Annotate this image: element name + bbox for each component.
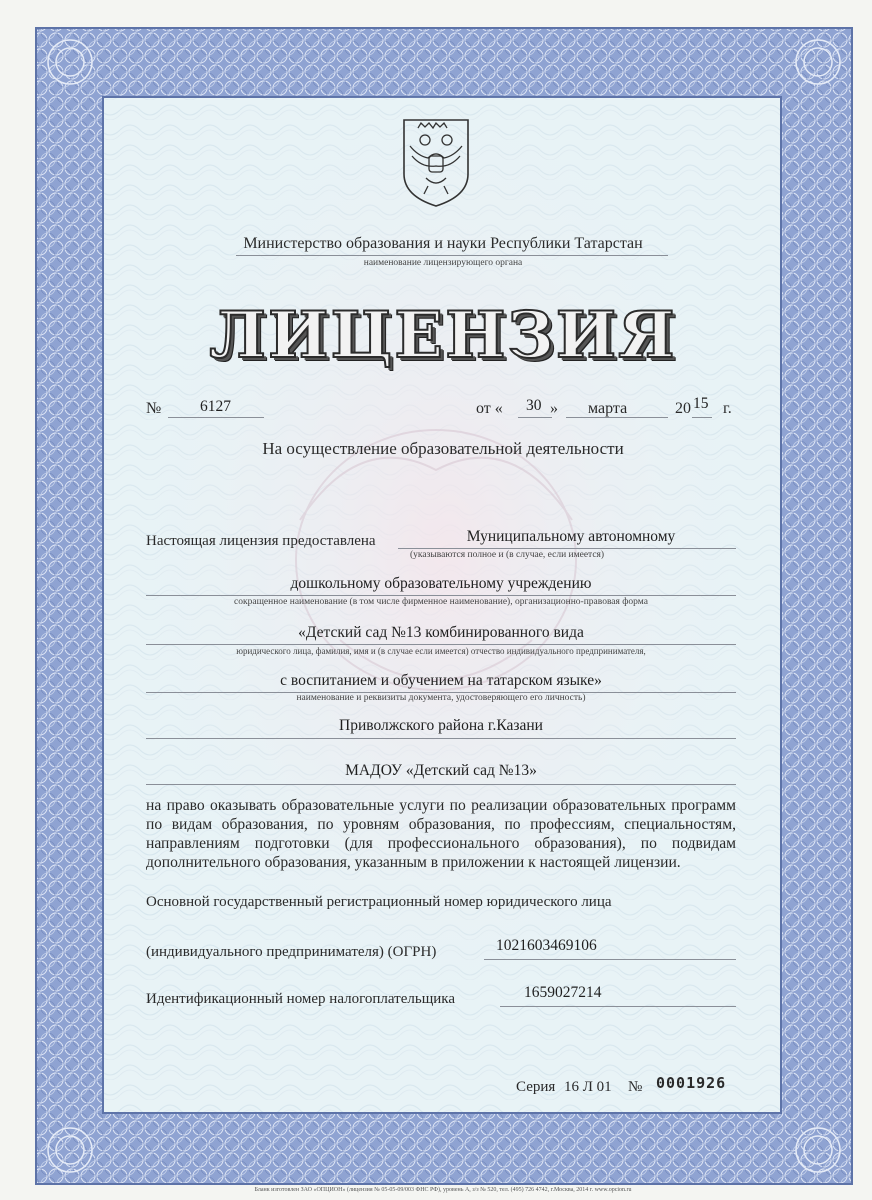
ogrn-value: 1021603469106 bbox=[496, 937, 597, 954]
holder-line-2-underline bbox=[146, 595, 736, 596]
holder-short-name: МАДОУ «Детский сад №13» bbox=[345, 762, 537, 779]
year-prefix: 20 bbox=[675, 400, 691, 417]
holder-short-name-underline bbox=[146, 784, 736, 785]
holder-caption-1: (указываются полное и (в случае, если имеется) bbox=[410, 550, 605, 560]
date-day: 30 bbox=[526, 397, 542, 414]
license-number: 6127 bbox=[200, 398, 231, 415]
authority-caption: наименование лицензирующего органа bbox=[363, 258, 523, 268]
holder-caption-4: наименование и реквизиты документа, удостоверяющего его личность) bbox=[296, 693, 586, 703]
series-value: 16 Л 01 bbox=[564, 1079, 612, 1095]
holder-line-4: с воспитанием и обучением на татарском языке» bbox=[280, 672, 602, 689]
holder-line-5: Приволжского района г.Казани bbox=[339, 717, 543, 734]
holder-line-3-underline bbox=[146, 644, 736, 645]
holder-line-2: дошкольному образовательному учреждению bbox=[290, 575, 592, 592]
printer-footer: Бланк изготовлен ЗАО «ОПЦИОН» (лицензия № 05-05-09/003 ФНС РФ), уровень А, з/з № 520, тел. (495) 726 4742, г.Москва, 2014 г. www.opcion.ru bbox=[254, 1187, 632, 1193]
holder-line-1: Муниципальному автономному bbox=[466, 528, 676, 545]
series-label: Серия bbox=[516, 1079, 556, 1095]
year-unit: г. bbox=[723, 400, 732, 417]
issuing-authority: Министерство образования и науки Республики Татарстан bbox=[243, 235, 643, 252]
series-number-sign: № bbox=[628, 1079, 643, 1095]
date-month: марта bbox=[588, 400, 628, 417]
holder-line-3: «Детский сад №13 комбинированного вида bbox=[298, 624, 584, 641]
serial-number: 0001926 bbox=[656, 1074, 727, 1092]
rights-paragraph: на право оказывать образовательные услуги по реализации образовательных программ по видам образования, по уровням образования, по профессиям, специальностям, направлениям подготовки (для профессионального образования), по подвидам дополнительного образования, указанным в приложении к настоящей лицензии. bbox=[146, 797, 736, 871]
date-month-underline bbox=[566, 417, 668, 418]
ogrn-underline bbox=[484, 959, 736, 960]
date-close-quote: » bbox=[550, 400, 558, 417]
inn-label: Идентификационный номер налогоплательщика bbox=[146, 991, 456, 1007]
double-headed-eagle-coat-of-arms-icon bbox=[398, 116, 474, 208]
authority-underline bbox=[236, 255, 668, 256]
granted-label: Настоящая лицензия предоставлена bbox=[146, 533, 376, 549]
number-sign: № bbox=[146, 400, 162, 417]
activity-heading: На осуществление образовательной деятельности bbox=[262, 439, 624, 458]
holder-line-5-underline bbox=[146, 738, 736, 739]
holder-line-1-underline bbox=[398, 548, 736, 549]
inn-underline bbox=[500, 1006, 736, 1007]
year-underline bbox=[692, 417, 712, 418]
license-number-underline bbox=[168, 417, 264, 418]
date-from-label: от « bbox=[476, 400, 503, 417]
ogrn-label-line-2: (индивидуального предпринимателя) (ОГРН) bbox=[146, 944, 437, 960]
date-day-underline bbox=[518, 417, 552, 418]
year-suffix: 15 bbox=[693, 395, 709, 412]
inn-value: 1659027214 bbox=[524, 984, 602, 1001]
holder-caption-2: сокращенное наименование (в том числе фирменное наименование), организационно-правовая форма bbox=[234, 597, 648, 607]
document-title: ЛИЦЕНЗИЯ bbox=[209, 298, 677, 373]
holder-caption-3: юридического лица, фамилия, имя и (в случае если имеется) отчество индивидуального предпринимателя, bbox=[236, 646, 646, 656]
ogrn-label-line-1: Основной государственный регистрационный номер юридического лица bbox=[146, 894, 612, 910]
